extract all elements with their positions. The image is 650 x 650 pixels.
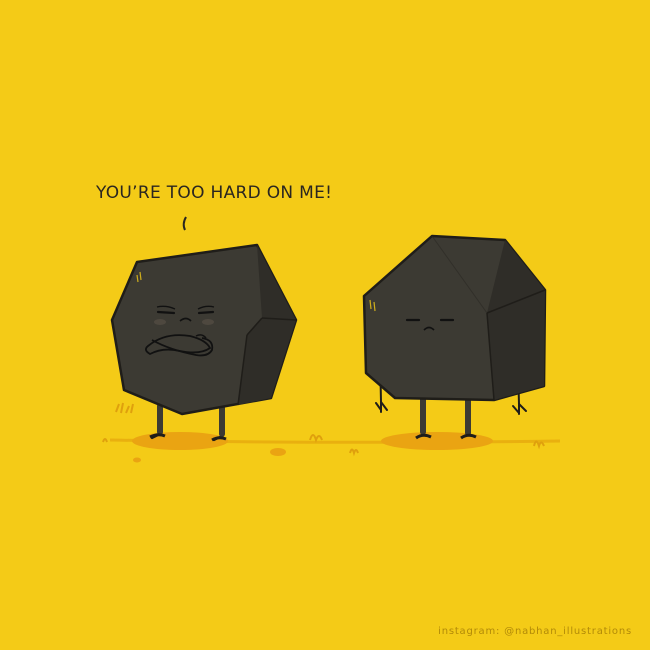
pebble (270, 448, 286, 456)
left-rock-eye (158, 312, 174, 313)
left-rock-body (112, 245, 296, 414)
pebble (133, 458, 141, 463)
speech-text: YOU’RE TOO HARD ON ME! (96, 183, 333, 203)
grass-tuft (310, 435, 322, 440)
left-rock-eye (199, 312, 213, 313)
grass-tuft (116, 403, 133, 413)
credit-text: instagram: @nabhan_illustrations (438, 626, 632, 637)
speech-tick (184, 217, 186, 230)
right-rock-shadow (381, 432, 493, 450)
grass-tuft (350, 450, 358, 454)
grass-tuft (103, 439, 107, 442)
right-rock-legs (423, 398, 468, 433)
right-rock-body (364, 236, 545, 400)
